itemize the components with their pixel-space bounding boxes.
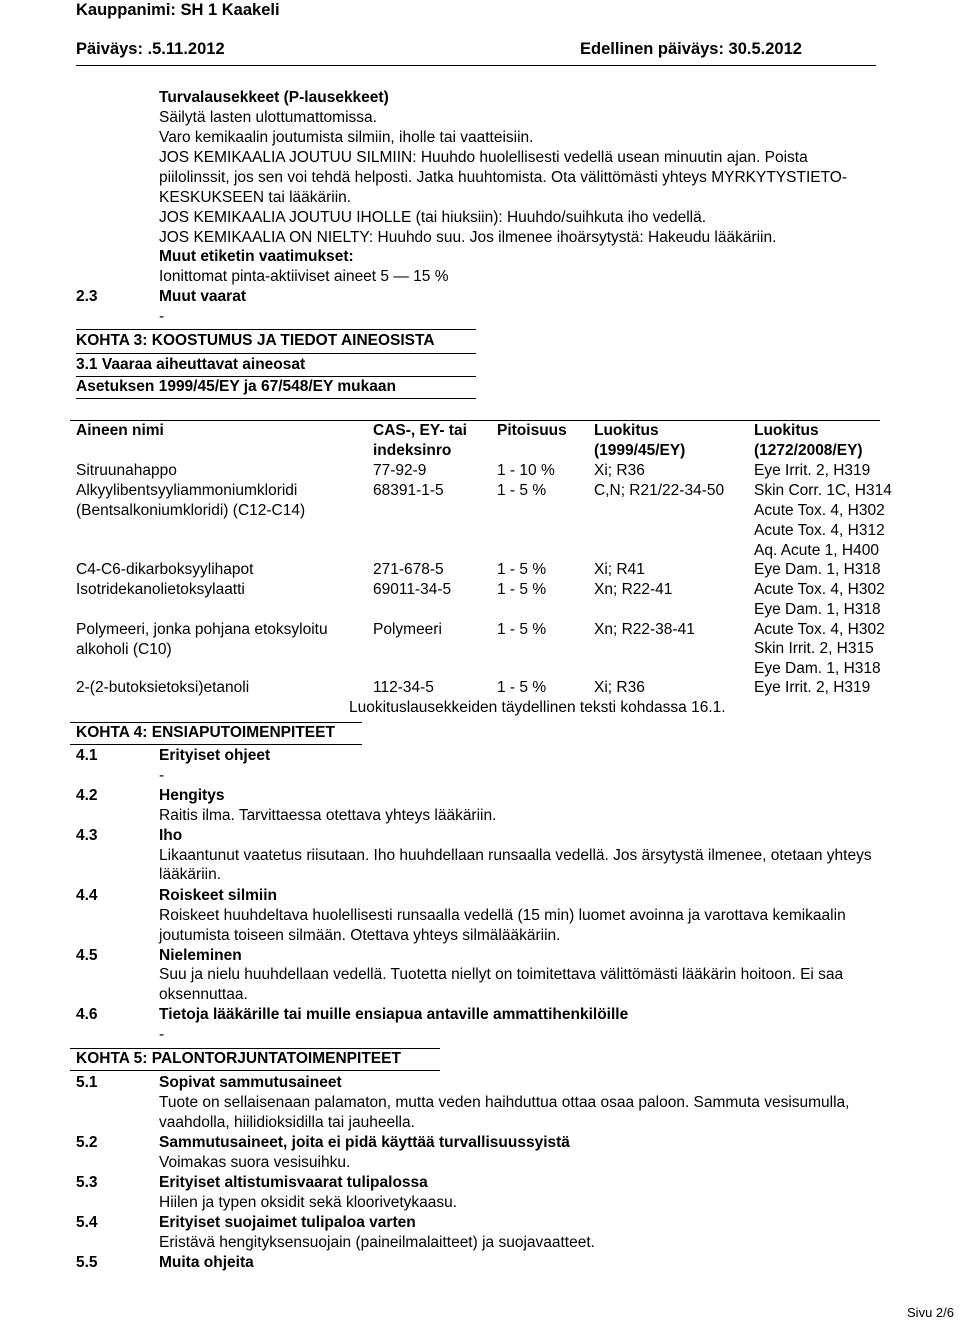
- header-cas: CAS-, EY- tai: [373, 422, 467, 439]
- table-cell-classification: C,N; R21/22-34-50: [594, 482, 725, 499]
- table-cell-classification: Xi; R36: [594, 462, 645, 479]
- section-4-5-text: oksennuttaa.: [159, 986, 248, 1003]
- section-4-bottom-rule: [70, 744, 362, 745]
- section-4-5-text: Suu ja nielu huuhdellaan vedellä. Tuotetta niellyt on toimitettava välittömästi lääkärin hoitoon. Ei saa: [159, 966, 844, 983]
- section-4-3-number: 4.3: [76, 827, 98, 844]
- table-cell-clp: Acute Tox. 4, H302: [754, 502, 885, 519]
- section-4-5-number: 4.5: [76, 947, 98, 964]
- previous-date: Edellinen päiväys: 30.5.2012: [580, 40, 802, 58]
- precaution-line: piilolinssit, jos sen voi tehdä helposti. Jatka huuhtomista. Ota välittömästi yhteys MYRKYTYSTIETO-: [159, 169, 848, 186]
- other-label-requirements-text: Ionittomat pinta-aktiiviset aineet 5 — 15 %: [159, 268, 449, 285]
- section-5-1-number: 5.1: [76, 1074, 98, 1091]
- section-5-3-title: Erityiset altistumisvaarat tulipalossa: [159, 1174, 428, 1191]
- table-cell-concentration: 1 - 5 %: [497, 561, 547, 578]
- page-number: Sivu 2/6: [907, 1305, 954, 1320]
- section-4-2-number: 4.2: [76, 787, 98, 804]
- section-4-2-text: Raitis ilma. Tarvittaessa otettava yhteys lääkäriin.: [159, 807, 497, 824]
- table-cell-classification: Xn; R22-41: [594, 581, 673, 598]
- section-5-title: KOHTA 5: PALONTORJUNTATOIMENPITEET: [76, 1050, 401, 1067]
- table-cell-cas: Polymeeri: [373, 621, 442, 638]
- section-5-1-text: Tuote on sellaisenaan palamaton, mutta veden haihduttua ottaa osaa paloon. Sammuta vesisumulla,: [159, 1094, 850, 1111]
- table-cell-cas: 271-678-5: [373, 561, 444, 578]
- section-2-3-text: -: [159, 308, 165, 325]
- section-4-4-text: joutumista toiseen silmään. Otettava yhteys silmälääkäriin.: [159, 927, 561, 944]
- section-5-bottom-rule: [70, 1070, 440, 1071]
- header-cas-2: indeksinro: [373, 442, 452, 459]
- product-name: Kauppanimi: SH 1 Kaakeli: [76, 1, 280, 19]
- section-5-5-number: 5.5: [76, 1254, 98, 1271]
- table-cell-classification: Xn; R22-38-41: [594, 621, 695, 638]
- section-5-4-text: Eristävä hengityksensuojain (paineilmalaitteet) ja suojavaatteet.: [159, 1234, 595, 1251]
- table-cell-clp: Acute Tox. 4, H302: [754, 621, 885, 638]
- section-4-5-title: Nieleminen: [159, 947, 242, 964]
- section-2-3-title: Muut vaarat: [159, 288, 246, 305]
- header-classification-dsd-2: (1999/45/EY): [594, 442, 686, 459]
- table-cell-clp: Eye Irrit. 2, H319: [754, 462, 871, 479]
- header-divider: [76, 65, 876, 66]
- table-cell-clp: Eye Irrit. 2, H319: [754, 679, 871, 696]
- table-cell-clp: Skin Corr. 1C, H314: [754, 482, 892, 499]
- table-cell-classification: Xi; R41: [594, 561, 645, 578]
- header-classification-clp-2: (1272/2008/EY): [754, 442, 863, 459]
- table-cell-clp: Eye Dam. 1, H318: [754, 561, 881, 578]
- section-4-1-title: Erityiset ohjeet: [159, 747, 271, 764]
- section-3-bottom-rule: [76, 353, 476, 354]
- section-4-4-number: 4.4: [76, 887, 98, 904]
- section-3-regulation: Asetuksen 1999/45/EY ja 67/548/EY mukaan: [76, 378, 396, 395]
- precaution-line: JOS KEMIKAALIA JOUTUU SILMIIN: Huuhdo huolellisesti vedellä usean minuutin ajan. Poista: [159, 149, 808, 166]
- section-3-top-rule: [76, 329, 476, 330]
- table-cell-name: Isotridekanolietoksylaatti: [76, 581, 245, 598]
- section-3-regulation-rule: [76, 398, 476, 399]
- table-cell-clp: Eye Dam. 1, H318: [754, 660, 881, 677]
- header-classification-dsd: Luokitus: [594, 422, 659, 439]
- precaution-line: JOS KEMIKAALIA JOUTUU IHOLLE (tai hiuksiin): Huuhdo/suihkuta iho vedellä.: [159, 209, 707, 226]
- section-4-title: KOHTA 4: ENSIAPUTOIMENPITEET: [76, 724, 335, 741]
- section-5-4-number: 5.4: [76, 1214, 98, 1231]
- section-4-1-number: 4.1: [76, 747, 98, 764]
- table-cell-cas: 112-34-5: [373, 679, 434, 696]
- table-cell-clp: Acute Tox. 4, H302: [754, 581, 885, 598]
- table-cell-concentration: 1 - 5 %: [497, 581, 547, 598]
- precaution-line: Varo kemikaalin joutumista silmiin, iholle tai vaatteisiin.: [159, 129, 534, 146]
- precaution-line: JOS KEMIKAALIA ON NIELTY: Huuhdo suu. Jos ilmenee ihoärsytystä: Hakeudu lääkäriin.: [159, 229, 777, 246]
- table-cell-clp: Skin Irrit. 2, H315: [754, 640, 874, 657]
- table-cell-cas: 69011-34-5: [373, 581, 452, 598]
- section-4-6-number: 4.6: [76, 1006, 98, 1023]
- table-cell-concentration: 1 - 5 %: [497, 482, 547, 499]
- section-4-6-text: -: [159, 1026, 165, 1043]
- section-4-3-text: Likaantunut vaatetus riisutaan. Iho huuhdellaan runsaalla vedellä. Jos ärsytystä ilmenee, otetaan yhteys: [159, 847, 872, 864]
- table-cell-classification: Xi; R36: [594, 679, 645, 696]
- document-date: Päiväys: .5.11.2012: [76, 40, 225, 58]
- section-5-3-text: Hiilen ja typen oksidit sekä kloorivetykaasu.: [159, 1194, 458, 1211]
- section-5-5-title: Muita ohjeita: [159, 1254, 254, 1271]
- section-4-1-text: -: [159, 767, 165, 784]
- section-3-title: KOHTA 3: KOOSTUMUS JA TIEDOT AINEOSISTA: [76, 332, 435, 349]
- table-cell-name: C4-C6-dikarboksyylihapot: [76, 561, 254, 578]
- precautions-title: Turvalausekkeet (P-lausekkeet): [159, 89, 389, 106]
- table-cell-name: 2-(2-butoksietoksi)etanoli: [76, 679, 250, 696]
- section-4-3-title: Iho: [159, 827, 183, 844]
- section-3-1-title: 3.1 Vaaraa aiheuttavat aineosat: [76, 356, 306, 373]
- section-4-4-text: Roiskeet huuhdeltava huolellisesti runsaalla vedellä (15 min) luomet avoinna ja varottava kemikaalin: [159, 907, 846, 924]
- table-cell-cas: 77-92-9: [373, 462, 427, 479]
- precaution-line: KESKUKSEEN tai lääkäriin.: [159, 189, 352, 206]
- section-4-4-title: Roiskeet silmiin: [159, 887, 278, 904]
- section-4-2-title: Hengitys: [159, 787, 225, 804]
- section-4-6-title: Tietoja lääkärille tai muille ensiapua antaville ammattihenkilöille: [159, 1006, 629, 1023]
- table-cell-clp: Eye Dam. 1, H318: [754, 601, 881, 618]
- section-5-3-number: 5.3: [76, 1174, 98, 1191]
- precaution-line: Säilytä lasten ulottumattomissa.: [159, 109, 377, 126]
- section-5-2-number: 5.2: [76, 1134, 98, 1151]
- header-substance-name: Aineen nimi: [76, 422, 164, 439]
- section-2-3-number: 2.3: [76, 288, 98, 305]
- header-concentration: Pitoisuus: [497, 422, 567, 439]
- section-5-1-text: vaahdolla, hiilidioksidilla tai jauheella.: [159, 1114, 415, 1131]
- section-5-1-title: Sopivat sammutusaineet: [159, 1074, 342, 1091]
- section-5-2-text: Voimakas suora vesisuihku.: [159, 1154, 351, 1171]
- table-cell-clp: Aq. Acute 1, H400: [754, 542, 879, 559]
- section-5-2-title: Sammutusaineet, joita ei pidä käyttää turvallisuussyistä: [159, 1134, 570, 1151]
- table-cell-concentration: 1 - 5 %: [497, 679, 547, 696]
- table-cell-concentration: 1 - 5 %: [497, 621, 547, 638]
- table-cell-name: Polymeeri, jonka pohjana etoksyloitu: [76, 621, 328, 638]
- table-cell-name: Alkyylibentsyyliammoniumkloridi: [76, 482, 298, 499]
- header-classification-clp: Luokitus: [754, 422, 819, 439]
- table-cell-cas: 68391-1-5: [373, 482, 444, 499]
- section-4-3-text: lääkäriin.: [159, 866, 222, 883]
- table-cell-clp: Acute Tox. 4, H312: [754, 522, 885, 539]
- table-cell-name: (Bentsalkoniumkloridi) (C12-C14): [76, 502, 306, 519]
- table-cell-name: Sitruunahappo: [76, 462, 177, 479]
- table-cell-concentration: 1 - 10 %: [497, 462, 555, 479]
- classification-note: Luokituslausekkeiden täydellinen teksti kohdassa 16.1.: [349, 699, 726, 716]
- other-label-requirements-title: Muut etiketin vaatimukset:: [159, 248, 354, 265]
- section-5-4-title: Erityiset suojaimet tulipaloa varten: [159, 1214, 416, 1231]
- table-cell-name: alkoholi (C10): [76, 641, 172, 658]
